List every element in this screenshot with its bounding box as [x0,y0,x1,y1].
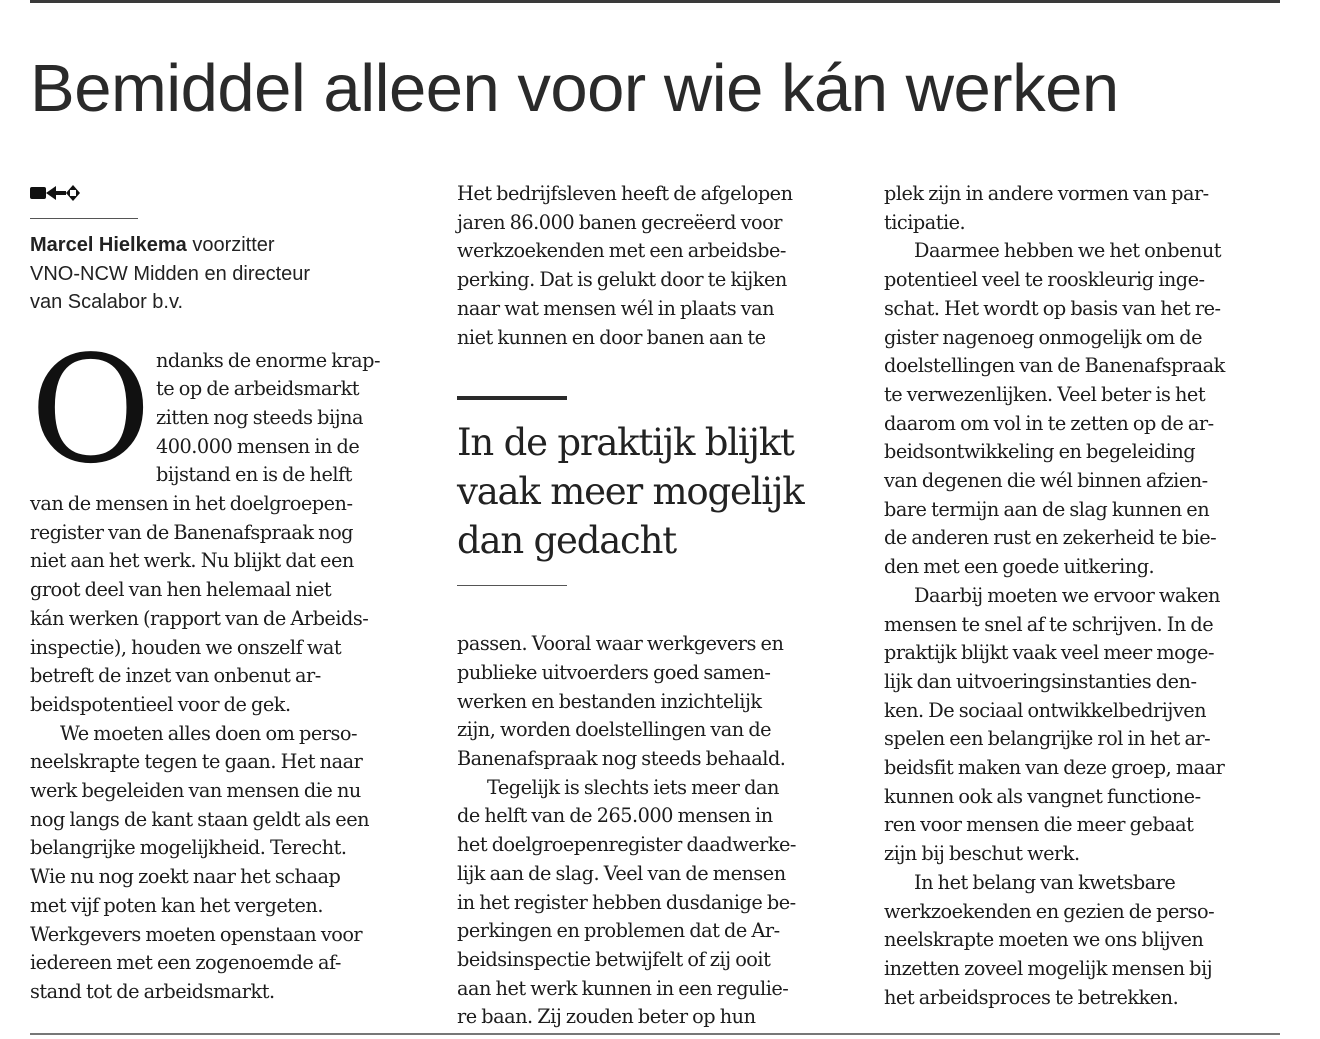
pullquote [457,418,855,565]
column-3 [884,180,1282,1012]
text-line: het arbeidsproces te betrekken. [884,985,1179,1009]
text-line: met vijf poten kan het vergeten. [30,893,323,917]
text-line: werkzoekenden met een arbeidsbe- [457,239,786,263]
text-line: werken en bestanden inzichtelijk [457,689,762,713]
top-rule [30,0,1280,3]
paragraph [457,774,855,1032]
text-line: re baan. Zij zouden beter op hun [457,1005,756,1029]
text-line: aan het werk kunnen in een regulie- [457,976,789,1000]
text-line: te verwezenlijken. Veel beter is het [884,382,1206,406]
text-line: Werkgevers moeten openstaan voor [30,922,363,946]
text-line: ken. De sociaal ontwikkelbedrijven [884,698,1207,722]
text-line: kunnen ook als vangnet functione- [884,784,1201,808]
text-line: beidsontwikkeling en begeleiding [884,440,1196,464]
text-line: Tegelijk is slechts iets meer dan [487,775,779,799]
text-line: iedereen met een zogenoemde af- [30,951,341,975]
text-line: beidsfit maken van deze groep, maar [884,756,1225,780]
text-line: zitten nog steeds bijna [156,405,364,429]
text-line: zijn bij beschut werk. [884,842,1080,866]
text-line: In de praktijk blijkt [457,421,794,465]
text-line: perking. Dat is gelukt door te kijken [457,268,787,292]
text-line: bijstand en is de helft [156,463,352,487]
text-line: publieke uitvoerders goed samen- [457,660,771,684]
text-line: stand tot de arbeidsmarkt. [30,979,275,1003]
text-line: te op de arbeidsmarkt [156,377,360,401]
column-1 [30,180,428,1007]
pullquote-rule-bottom [457,585,567,586]
pullquote-rule-top [457,396,567,400]
text-line: inzetten zoveel mogelijk mensen bij [884,956,1213,980]
text-line: praktijk blijkt vaak veel meer moge- [884,641,1214,665]
text-line: neelskrapte moeten we ons blijven [884,928,1204,952]
text-line: de anderen rust en zekerheid te bie- [884,526,1217,550]
text-line: niet aan het werk. Nu blijkt dat een [30,549,354,573]
paragraph [30,720,428,1007]
text-line: lijk aan de slag. Veel van de mensen [457,861,786,885]
text-line: vaak meer mogelijk [457,470,804,514]
text-line: schat. Het wordt op basis van het re- [884,296,1221,320]
paragraph [457,180,855,352]
text-line: jaren 86.000 banen gecreëerd voor [457,210,782,234]
text-line: potentieel veel te rooskleurig inge- [884,268,1205,292]
text-line: bare termijn aan de slag kunnen en [884,497,1210,521]
text-line: in het register hebben dusdanige be- [457,890,796,914]
byline [30,231,428,317]
paragraph [884,180,1282,237]
text-line: werkzoekenden en gezien de perso- [884,899,1215,923]
text-line: perkingen en problemen dat de Ar- [457,919,780,943]
text-line: We moeten alles doen om perso- [60,721,357,745]
text-line: gister nagenoeg onmogelijk om de [884,325,1203,349]
text-line: mensen te snel af te schrijven. In de [884,612,1214,636]
text-line: ticipatie. [884,210,966,234]
drop-cap: O [30,323,151,496]
text-line: werk begeleiden van mensen die nu [30,779,361,803]
text-line: Wie nu nog zoekt naar het schaap [30,865,341,889]
text-line: de helft van de 265.000 mensen in [457,804,773,828]
text-line: het doelgroepenregister daadwerke- [457,833,796,857]
text-line: inspectie), houden we onszelf wat [30,635,342,659]
text-line: register van de Banenafspraak nog [30,520,354,544]
paragraph [884,869,1282,1013]
article-headline: Bemiddel alleen voor wie kán werken [30,51,1119,126]
author-name: Marcel Hielkema [30,234,187,256]
text-line: ren voor mensen die meer gebaat [884,813,1194,837]
text-line: passen. Vooral waar werkgevers en [457,632,784,656]
paragraph [457,630,855,774]
lead-paragraph [30,323,428,720]
paragraph [884,237,1282,581]
text-line: Het bedrijfsleven heeft de afgelopen [457,182,793,205]
text-line: niet kunnen en door banen aan te [457,325,766,349]
text-line: Banenafspraak nog steeds behaald. [457,747,786,771]
text-line: groot deel van hen helemaal niet [30,578,332,602]
text-line: Daarbij moeten we ervoor waken [914,583,1220,607]
author-role: van Scalabor b.v. [30,291,184,313]
opinion-logo-icon [30,182,80,204]
author-role: voorzitter [186,234,275,256]
text-line: naar wat mensen wél in plaats van [457,296,775,320]
text-line: zijn, worden doelstellingen van de [457,718,772,742]
paragraph [30,490,428,720]
text-line: doelstellingen van de Banenafspraak [884,354,1225,378]
text-line: Daarmee hebben we het onbenut [914,239,1221,263]
paragraph [884,582,1282,869]
text-line: ndanks de enorme krap- [156,348,380,372]
text-line: den met een goede uitkering. [884,555,1155,579]
text-line: dan gedacht [457,519,676,563]
text-line: belangrijke mogelijkheid. Terecht. [30,836,347,860]
text-line: plek zijn in andere vormen van par- [884,182,1209,205]
bottom-rule [30,1033,1280,1035]
column-2 [457,180,855,1032]
text-line: betreft de inzet van onbenut ar- [30,664,321,688]
text-line: van degenen die wél binnen afzien- [884,469,1208,493]
text-line: van de mensen in het doelgroepen- [30,492,353,516]
text-line: lijk dan uitvoeringsinstanties den- [884,669,1197,693]
text-line: kán werken (rapport van de Arbeids- [30,606,369,630]
text-line: neelskrapte tegen te gaan. Het naar [30,750,363,774]
byline-rule [30,218,138,219]
text-line: In het belang van kwetsbare [914,870,1176,894]
author-role: VNO-NCW Midden en directeur [30,262,311,285]
text-line: 400.000 mensen in de [156,434,360,458]
text-line: beidspotentieel voor de gek. [30,692,291,716]
text-line: nog langs de kant staan geldt als een [30,807,370,831]
text-line: spelen een belangrijke rol in het ar- [884,727,1211,751]
text-line: daarom om vol in te zetten op de ar- [884,411,1214,435]
text-line: beidsinspectie betwijfelt of zij ooit [457,947,771,971]
